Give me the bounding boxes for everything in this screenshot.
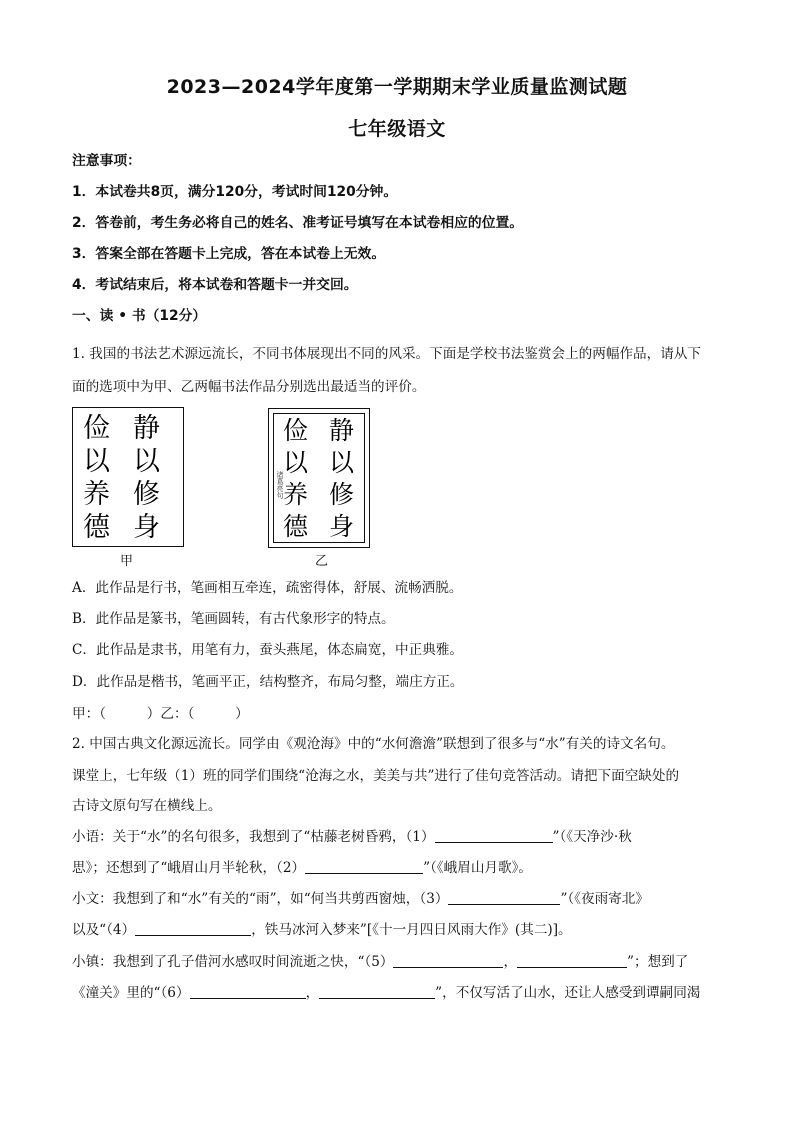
q2-row: 思》；还想到了“峨眉山月半轮秋，（2） ”（《峨眉山月歌》。 xyxy=(72,860,532,876)
q2-row: 小语：关于“水”的名句很多，我想到了“枯藤老树昏鸦，（1） ”（《天净沙·秋 xyxy=(72,829,632,845)
q1-stem: 1. 我国的书法艺术源远流长，不同书体展现出不同的风采。下面是学校书法鉴赏会上的两幅作品，请从下 xyxy=(72,346,702,362)
q1-answer-line: 甲：（ ）乙：（ ） xyxy=(72,706,249,722)
answer-blank-2[interactable] xyxy=(305,859,423,874)
q2-stem: 课堂上，七年级（1）班的同学们围绕“沧海之水，美美与共”进行了佳句竞答活动。请把下面空缺处的 xyxy=(72,768,680,784)
calligraphy-jia-caption: 甲 xyxy=(120,554,134,569)
answer-blank-5a[interactable] xyxy=(393,953,503,968)
answer-blank-6a[interactable] xyxy=(190,984,306,999)
notice-item: 3．答案全部在答题卡上完成，答在本试卷上无效。 xyxy=(72,246,386,262)
q2-row: 《潼关》里的“（6） ， ”，不仅写活了山水，还让人感受到谭嗣同渴 xyxy=(72,985,701,1001)
answer-blank-6b[interactable] xyxy=(319,984,435,999)
q1-option-c: C．此作品是隶书，用笔有力，蚕头燕尾，体态扁宽，中正典雅。 xyxy=(72,642,464,658)
answer-blank-5b[interactable] xyxy=(517,953,627,968)
calligraphy-jia xyxy=(72,407,184,547)
answer-blank-3[interactable] xyxy=(448,890,560,905)
q2-row: 小文：我想到了和“水”有关的“雨”，如“何当共剪西窗烛，（3） ”（《夜雨寄北》 xyxy=(72,891,649,907)
calligraphy-yi xyxy=(268,408,370,548)
answer-blank-1[interactable] xyxy=(435,828,553,843)
notice-heading: 注意事项： xyxy=(72,153,141,169)
calligraphy-yi-caption: 乙 xyxy=(315,554,329,569)
q2-stem: 古诗文原句写在横线上。 xyxy=(72,798,222,814)
calligraphy-jia-left-column: 俭以养德 xyxy=(83,413,112,543)
q1-option-a: A．此作品是行书，笔画相互牵连，疏密得体，舒展、流畅洒脱。 xyxy=(72,580,463,596)
q1-option-b: B．此作品是篆书，笔画圆转，有古代象形字的特点。 xyxy=(72,611,395,627)
q1-stem: 面的选项中为甲、乙两幅书法作品分别选出最适当的评价。 xyxy=(72,379,426,395)
notice-item: 1．本试卷共8页，满分120分，考试时间120分钟。 xyxy=(72,184,398,200)
calligraphy-yi-left-column: 俭以养德 xyxy=(283,416,311,541)
calligraphy-yi-seal: 诸葛亮句 xyxy=(276,471,284,499)
notice-item: 4．考试结束后，将本试卷和答题卡一并交回。 xyxy=(72,277,358,293)
q2-stem: 2. 中国古典文化源远流长。同学由《观沧海》中的“水何澹澹”联想到了很多与“水”有关的诗文名句。 xyxy=(72,736,675,752)
calligraphy-jia-right-column: 静以修身 xyxy=(133,413,162,543)
exam-subtitle: 七年级语文 xyxy=(348,118,446,140)
q2-row: 小镇：我想到了孔子借河水感叹时间流逝之快，“（5） ， ”；想到了 xyxy=(72,954,689,970)
q2-row: 以及“（4） ，铁马冰河入梦来”[《十一月四日风雨大作》(其二)]。 xyxy=(72,922,572,938)
section-heading: 一、读 • 书（12分） xyxy=(72,308,207,324)
q1-option-d: D．此作品是楷书，笔画平正，结构整齐，布局匀整，端庄方正。 xyxy=(72,674,464,690)
exam-title: 2023—2024学年度第一学期期末学业质量监测试题 xyxy=(166,76,628,98)
calligraphy-yi-right-column: 静以修身 xyxy=(329,416,357,541)
notice-item: 2．答卷前，考生务必将自己的姓名、准考证号填写在本试卷相应的位置。 xyxy=(72,215,524,231)
answer-blank-4[interactable] xyxy=(135,921,251,936)
